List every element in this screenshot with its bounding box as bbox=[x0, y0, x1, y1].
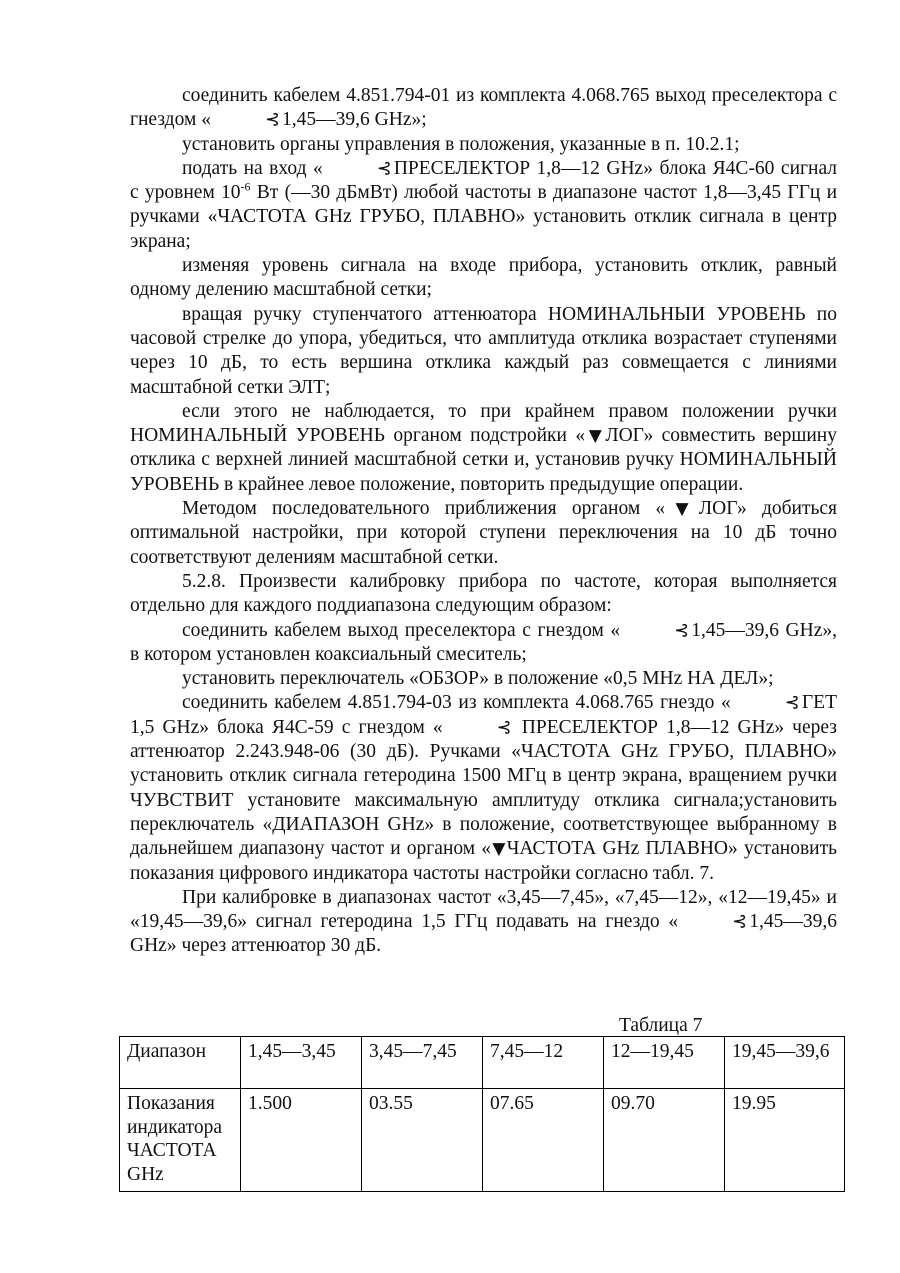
connector-icon: ⊰ bbox=[496, 716, 512, 738]
table-cell: Диапазон bbox=[120, 1037, 241, 1089]
text: ЧАСТОТА GHz ПЛАВНО» установить показания цифрового индикатора частоты настройки согласно табл. 7. bbox=[130, 838, 838, 884]
text: 1,45—39,6 GHz» через аттенюатор 30 дБ. bbox=[130, 911, 837, 957]
paragraph-connect-mixer bbox=[130, 619, 837, 668]
paragraph-attenuator: вращая ручку ступенчатого аттенюатора НОМИНАЛЬНЫИ УРОВЕНЬ по часовой стрелке до упора, убедиться, что амплитуда отклика возрастает ступенями через 10 дБ, то есть вершина отклика каждый раз совмещается с линиями масштабной сетки ЭЛТ; bbox=[130, 303, 837, 398]
text: если этого не наблюдается, то при крайнем правом положении ручки НОМИНАЛЬНЫЙ УРОВЕНЬ органом подстройки « bbox=[130, 400, 837, 447]
table-row bbox=[120, 1089, 845, 1192]
table-header-row bbox=[120, 1037, 845, 1089]
paragraph-apply-signal bbox=[130, 157, 837, 254]
text: соединить кабелем выход преселектора с гнездом « bbox=[182, 619, 621, 641]
text: 1,45—39,6 GHz»; bbox=[282, 109, 427, 131]
table-cell: 09.70 bbox=[604, 1089, 725, 1192]
triangle-down-icon: ▼ bbox=[491, 839, 507, 860]
paragraph-signal-level: изменяя уровень сигнала на входе прибора, установить отклик, равный одному делению масштабной сетки; bbox=[130, 255, 837, 301]
connector-icon: ⊰ bbox=[376, 157, 392, 179]
paragraph-section-5-2-8: 5.2.8. Произвести калибровку прибора по частоте, которая выполняется отдельно для каждого поддиапазона следующим образом: bbox=[130, 570, 837, 617]
table-cell: 12—19,45 bbox=[604, 1037, 725, 1089]
connector-icon: ⊰ bbox=[732, 911, 748, 933]
text: ЛОГ» совместить вершину отклика с верхней линией масштабной сетки и, установив ручку НОМИНАЛЬНЫЙ УРОВЕНЬ в крайнее левое положение, повторить предыдущие операции. bbox=[130, 425, 837, 495]
text: Вт (—30 дБмВт) любой частоты в диапазоне частот 1,8—3,45 ГГц и ручками «ЧАСТОТА GHz ГРУБО, ПЛАВНО» установить отклик сигнала в центр экрана; bbox=[130, 182, 837, 252]
text: Методом последовательного приближения органом « bbox=[182, 498, 666, 520]
superscript: -6 bbox=[240, 179, 251, 194]
paragraph-adjust-log bbox=[130, 400, 837, 497]
paragraph-calibration-ranges bbox=[130, 886, 837, 959]
table-cell: 19.95 bbox=[725, 1089, 845, 1192]
text: ГЕТ 1,5 GHz» блока Я4С-59 с гнездом « bbox=[130, 692, 837, 738]
paragraph-connect-cable bbox=[130, 84, 837, 133]
connector-icon: ⊰ bbox=[674, 619, 690, 641]
text: 1,45—39,6 GHz», в котором установлен коаксиальный смеситель; bbox=[130, 619, 837, 665]
text: подать на вход « bbox=[182, 157, 323, 179]
triangle-down-icon: ▼ bbox=[665, 499, 699, 520]
triangle-down-icon: ▼ bbox=[585, 426, 606, 447]
paragraph-switch-overview: установить переключатель «ОБЗОР» в положение «0,5 MHz НА ДЕЛ»; bbox=[182, 668, 774, 690]
paragraph-connect-heterodyne bbox=[130, 691, 837, 885]
document-body bbox=[130, 84, 837, 959]
table-cell: Показания индикатора ЧАСТОТА GHz bbox=[120, 1089, 241, 1192]
connector-icon: ⊰ bbox=[784, 692, 800, 714]
table-cell: 07.65 bbox=[483, 1089, 604, 1192]
table-caption: Таблица 7 bbox=[619, 1015, 703, 1036]
calibration-table bbox=[119, 1036, 845, 1192]
text: ЛОГ» добиться оптимальной настройки, при которой ступени переключения на 10 дБ точно соответствуют делениям масштабной сетки. bbox=[130, 498, 838, 568]
text: При калибровке в диапазонах частот «3,45—7,45», «7,45—12», «12—19,45» и «19,45—39,6» сигнал гетеродина 1,5 ГГц подавать на гнездо « bbox=[130, 886, 837, 933]
text: ПРЕСЕЛЕКТОР 1,8—12 GHz» через аттенюатор 2.243.948-06 (30 дБ). Ручками «ЧАСТОТА GHz ГРУБО, ПЛАВНО» установить отклик сигнала гетеродина 1500 МГц в центр экрана, вращением ручки ЧУВСТВИТ установите максимальную амплитуду отклика сигнала;установить переключатель «ДИАПАЗОН GHz» в положение, соответствующее выбранному в дальнейшем диапазону частот и органом « bbox=[130, 716, 837, 860]
text: ПРЕСЕЛЕКТОР 1,8—12 GHz» блока Я4С-60 сигнал с уровнем 10 bbox=[130, 157, 837, 204]
paragraph-approximation bbox=[130, 497, 837, 570]
table-cell: 7,45—12 bbox=[483, 1037, 604, 1089]
connector-icon: ⊰ bbox=[264, 109, 281, 131]
table-cell: 1,45—3,45 bbox=[241, 1037, 362, 1089]
table-cell: 19,45—39,6 bbox=[725, 1037, 845, 1089]
text: соединить кабелем 4.851.794-01 из комплекта 4.068.765 выход преселектора с гнездом « bbox=[130, 85, 837, 131]
table-cell: 3,45—7,45 bbox=[362, 1037, 483, 1089]
table-cell: 1.500 bbox=[241, 1089, 362, 1192]
paragraph-controls: установить органы управления в положения, указанные в п. 10.2.1; bbox=[182, 133, 740, 155]
table-cell: 03.55 bbox=[362, 1089, 483, 1192]
text: соединить кабелем 4.851.794-03 из комплекта 4.068.765 гнездо « bbox=[182, 692, 731, 714]
